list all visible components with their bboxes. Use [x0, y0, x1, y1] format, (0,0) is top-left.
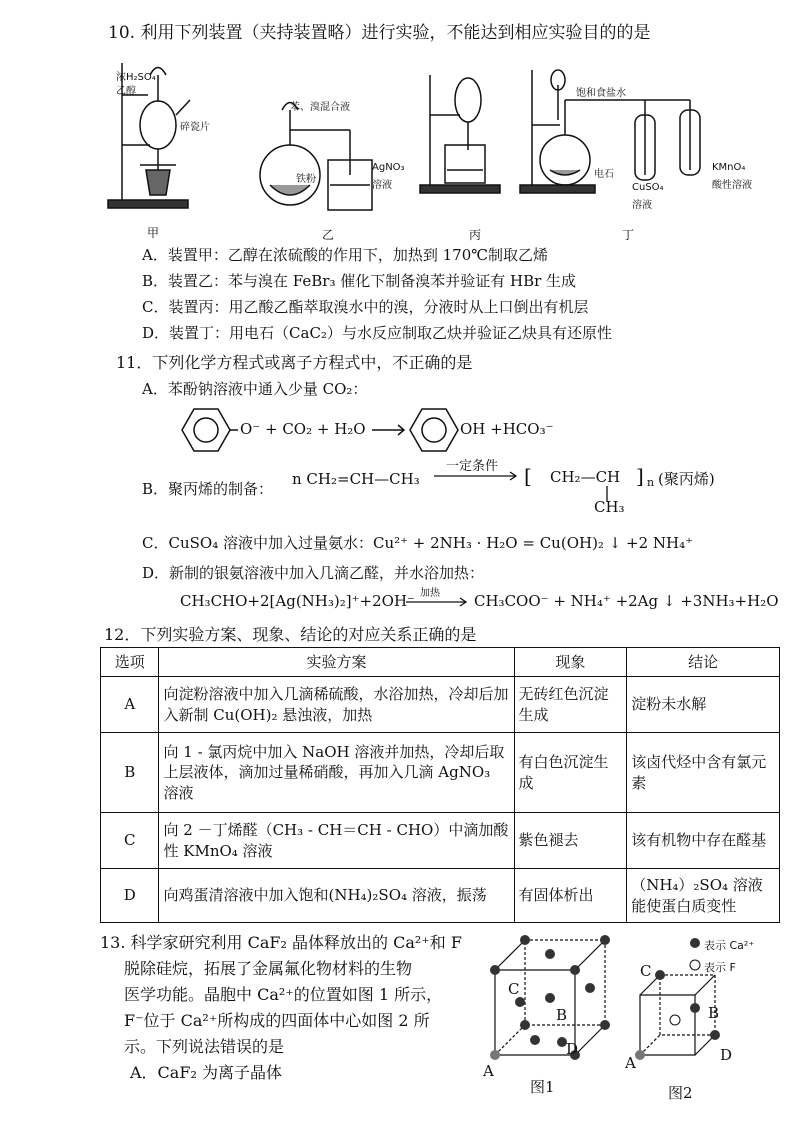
fig1-point-d: D	[566, 1040, 579, 1058]
q13-line-1: 13. 科学家研究利用 CaF₂ 晶体释放出的 Ca²⁺和 F	[100, 933, 462, 952]
table-cell: 向鸡蛋清溶液中加入饱和(NH₄)₂SO₄ 溶液，振荡	[159, 869, 514, 923]
table-cell: A	[101, 677, 159, 733]
q13-line-3: 医学功能。晶胞中 Ca²⁺的位置如图 1 所示，	[124, 985, 443, 1004]
q12-stem: 12．下列实验方案、现象、结论的对应关系正确的是	[104, 625, 477, 644]
table-cell: 有固体析出	[514, 869, 627, 923]
table-row	[101, 677, 780, 733]
fig2-caption: 图2	[668, 1084, 693, 1102]
q13-line-4: F⁻位于 Ca²⁺所构成的四面体中心如图 2 所	[124, 1011, 430, 1030]
q10-stem: 10. 利用下列装置（夹持装置略）进行实验，不能达到相应实验目的的是	[108, 23, 651, 43]
q11-b-product: CH₂—CH	[550, 468, 621, 486]
legend-f: 表示 F	[704, 961, 736, 974]
table-cell: 有白色沉淀生成	[514, 733, 627, 813]
q13-crystal-figures	[480, 930, 780, 1100]
fig2-cube	[640, 975, 715, 1055]
benzene-inner-right	[422, 418, 446, 442]
table-cell: 紫色褪去	[514, 813, 627, 869]
caption-ding: 丁	[622, 228, 635, 242]
apparatus-yi	[260, 103, 372, 211]
table-header-conclusion: 结论	[627, 648, 780, 677]
caption-jia: 甲	[147, 226, 160, 240]
table-cell: 淀粉未水解	[627, 677, 780, 733]
q11-d-arrow	[404, 596, 472, 608]
q10-option-c: C．装置丙：用乙酸乙酯萃取溴水中的溴，分液时从上口倒出有机层	[142, 298, 589, 316]
table-header-row	[101, 648, 780, 677]
q10-apparatus-figure	[100, 45, 780, 250]
table-row	[101, 813, 780, 869]
label-yi-iron: 铁粉	[296, 174, 316, 185]
label-ding-brine: 饱和食盐水	[576, 88, 626, 99]
q11-d-condition: 加热	[420, 588, 440, 599]
caption-bing: 丙	[469, 228, 482, 242]
q10-option-d: D．装置丁：用电石（CaC₂）与水反应制取乙炔并验证乙炔具有还原性	[142, 324, 612, 342]
q11-b-bracket-right: ]	[636, 464, 644, 488]
table-cell: 向 2 －丁烯醛（CH₃ - CH＝CH - CHO）中滴加酸性 KMnO₄ 溶液	[159, 813, 514, 869]
label-ding-acidic: 酸性溶液	[712, 180, 752, 191]
table-cell: 无砖红色沉淀生成	[514, 677, 627, 733]
legend-ca-marker	[690, 938, 700, 948]
q11-a-label: A．苯酚钠溶液中通入少量 CO₂：	[142, 380, 368, 398]
benzene-ring-left	[182, 409, 230, 451]
q11-b-n: n	[647, 476, 655, 489]
q11-d-rhs: CH₃COO⁻ + NH₄⁺ +2Ag ↓ +3NH₃+H₂O	[474, 592, 779, 610]
q13-line-2: 脱除硅烷，拓展了金属氟化物材料的生物	[124, 959, 413, 978]
table-cell: C	[101, 813, 159, 869]
table-cell: （NH₄）₂SO₄ 溶液能使蛋白质变性	[627, 869, 780, 923]
table-cell: 向 1 - 氯丙烷中加入 NaOH 溶液并加热，冷却后取上层液体，滴加过量稀硝酸，再加入几滴 AgNO₃ 溶液	[159, 733, 514, 813]
q11-stem: 11．下列化学方程式或离子方程式中，不正确的是	[116, 353, 473, 372]
table-cell: B	[101, 733, 159, 813]
q11-b-name: (聚丙烯)	[658, 470, 715, 488]
q11-d-lhs: CH₃CHO+2[Ag(NH₃)₂]⁺+2OH⁻	[180, 592, 415, 610]
benzene-inner-left	[194, 418, 218, 442]
label-jia-ethanol: 乙醇	[116, 86, 136, 97]
q11-c-line: C．CuSO₄ 溶液中加入过量氨水：Cu²⁺ + 2NH₃ · H₂O = Cu(OH)₂ ↓ +2 NH₄⁺	[142, 534, 694, 552]
q11-a-lhs: O⁻ + CO₂ + H₂O	[240, 420, 366, 438]
label-yi-soln: 溶液	[372, 180, 392, 191]
label-ding-soln: 溶液	[632, 200, 652, 211]
q12-table	[100, 647, 780, 923]
label-jia-acid: 浓H₂SO₄	[116, 72, 156, 83]
benzene-ring-right	[410, 409, 458, 451]
q11-d-line: D．新制的银氨溶液中加入几滴乙醛，并水浴加热：	[142, 564, 485, 582]
q11-b-condition: 一定条件	[446, 459, 499, 474]
apparatus-bing	[420, 75, 500, 193]
table-cell: 向淀粉溶液中加入几滴稀硫酸，水浴加热，冷却后加入新制 Cu(OH)₂ 悬浊液，加热	[159, 677, 514, 733]
fig2-point-c: C	[640, 962, 652, 980]
fig2-point-d: D	[720, 1046, 733, 1064]
q10-option-b: B．装置乙：苯与溴在 FeBr₃ 催化下制备溴苯并验证有 HBr 生成	[142, 272, 577, 290]
label-ding-kmno4: KMnO₄	[712, 162, 746, 173]
table-header-option: 选项	[101, 648, 159, 677]
label-yi-agno3: AgNO₃	[372, 162, 405, 173]
table-row	[101, 733, 780, 813]
label-ding-carbide: 电石	[594, 169, 614, 180]
table-cell: 该卤代烃中含有氯元素	[627, 733, 780, 813]
table-header-phenomenon: 现象	[514, 648, 627, 677]
q13-option-a: A．CaF₂ 为离子晶体	[130, 1063, 282, 1082]
q11-a-rhs: OH +HCO₃⁻	[460, 420, 554, 438]
table-cell: D	[101, 869, 159, 923]
fig2-point-b: B	[708, 1004, 720, 1022]
table-row	[101, 869, 780, 923]
table-cell: 该有机物中存在醛基	[627, 813, 780, 869]
fig1-point-a: A	[483, 1062, 494, 1080]
q13-line-5: 示。下列说法错误的是	[124, 1037, 285, 1056]
table-header-plan: 实验方案	[159, 648, 514, 677]
caption-yi: 乙	[322, 228, 335, 242]
label-ding-cuso4: CuSO₄	[632, 182, 664, 193]
q11-b-label: B．聚丙烯的制备：	[142, 480, 274, 498]
q11-b-ch3: CH₃	[594, 498, 625, 516]
q11-b-reactant: n CH₂=CH—CH₃	[292, 470, 420, 488]
label-yi-mix: 苯、溴混合液	[290, 102, 350, 113]
q10-option-a: A．装置甲：乙醇在浓硫酸的作用下，加热到 170℃制取乙烯	[142, 246, 549, 264]
legend-f-marker	[690, 960, 700, 970]
fig1-point-c: C	[508, 980, 520, 998]
q11-b-bracket-left: [	[524, 464, 532, 488]
fig2-point-a: A	[625, 1054, 636, 1072]
label-jia-chips: 碎瓷片	[180, 122, 210, 133]
legend-ca: 表示 Ca²⁺	[704, 939, 755, 952]
q11-b-arrow	[432, 470, 522, 482]
fig1-point-b: B	[556, 1006, 568, 1024]
fig1-caption: 图1	[530, 1078, 555, 1096]
